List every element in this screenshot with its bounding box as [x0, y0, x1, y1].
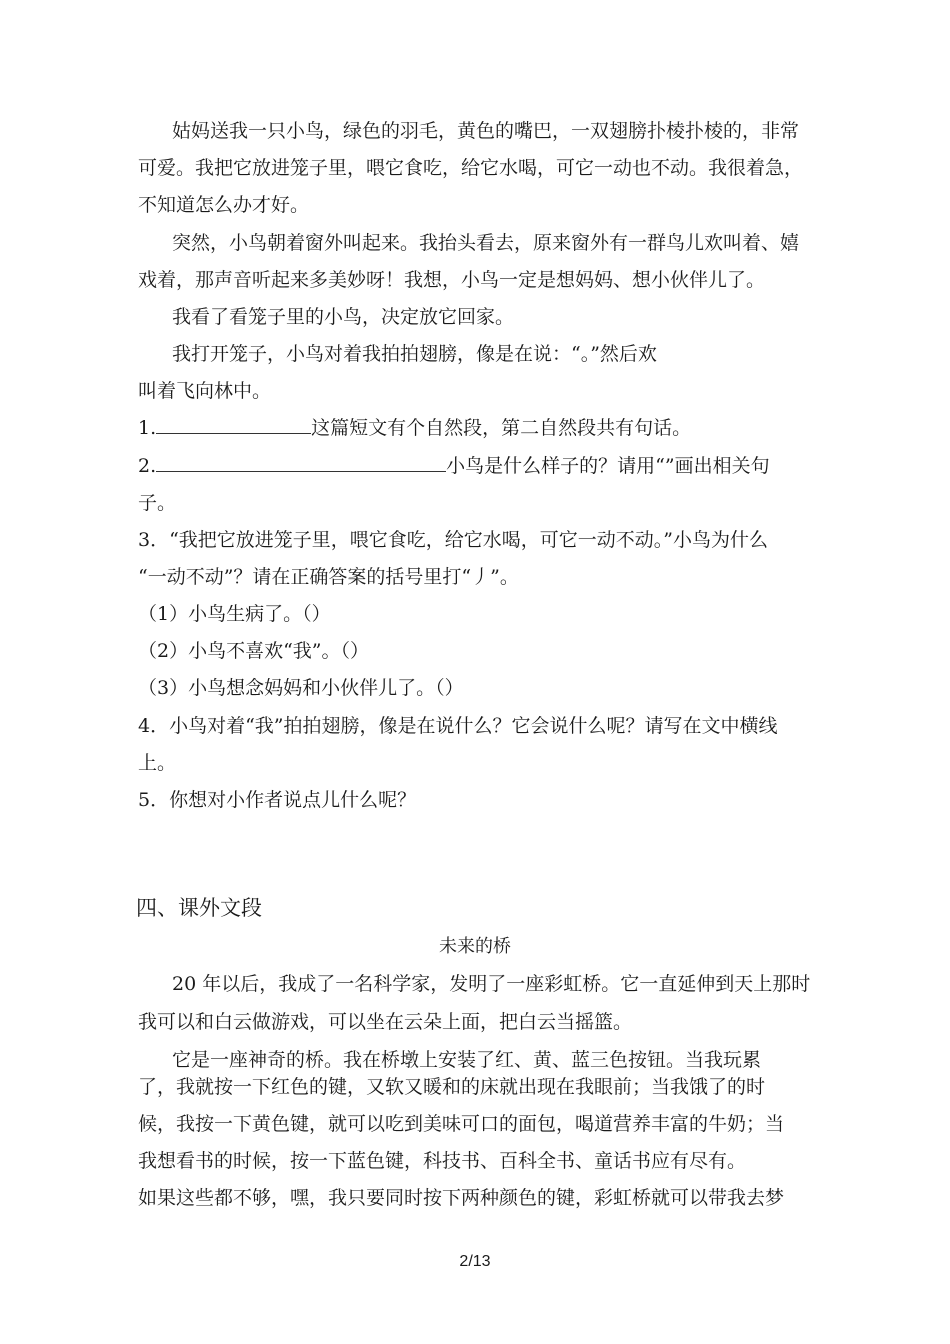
question-3: 3．“我把它放进笼子里，喂它食吃，给它水喝，可它一动不动。”小鸟为什么	[138, 529, 769, 551]
passage-line: 我看了看笼子里的小鸟，决定放它回家。	[172, 306, 515, 328]
question-line: 上。	[138, 752, 177, 774]
question-text: 小鸟是什么样子的？请用“”画出相关句	[446, 455, 770, 477]
passage-line: 候，我按一下黄色键，就可以吃到美味可口的面包，喝道营养丰富的牛奶；当	[138, 1113, 785, 1135]
option-2[interactable]: （2）小鸟不喜欢“我”。（）	[138, 640, 370, 662]
passage-line: 如果这些都不够，嘿，我只要同时按下两种颜色的键，彩虹桥就可以带我去梦	[138, 1187, 785, 1209]
answer-blank[interactable]	[156, 417, 311, 434]
passage-line: 突然，小鸟朝着窗外叫起来。我抬头看去，原来窗外有一群鸟儿欢叫着、嬉	[172, 232, 800, 254]
option-1[interactable]: （1）小鸟生病了。（）	[138, 603, 331, 625]
passage-line: 姑妈送我一只小鸟，绿色的羽毛，黄色的嘴巴，一双翅膀扑棱扑棱的，非常	[172, 120, 800, 142]
passage-line: 我打开笼子，小鸟对着我拍拍翅膀，像是在说：“。”然后欢	[172, 343, 657, 365]
passage-line: 它是一座神奇的桥。我在桥墩上安装了红、黄、蓝三色按钮。当我玩累	[172, 1049, 762, 1071]
question-5: 5．你想对小作者说点儿什么呢？	[138, 789, 417, 811]
passage-title: 未来的桥	[439, 936, 511, 957]
passage-line: 我可以和白云做游戏，可以坐在云朵上面，把白云当摇篮。	[138, 1011, 633, 1033]
option-3[interactable]: （3）小鸟想念妈妈和小伙伴儿了。（）	[138, 677, 464, 699]
page-number: 2/13	[459, 1253, 491, 1270]
passage-line: 叫着飞向林中。	[138, 380, 272, 402]
question-1	[138, 417, 691, 441]
question-number: 1.	[138, 417, 157, 439]
passage-line: 不知道怎么办才好。	[138, 194, 310, 216]
question-line: “一动不动”？请在正确答案的括号里打“丿”。	[138, 566, 519, 588]
passage-line: 了，我就按一下红色的键，又软又暖和的床就出现在我眼前；当我饿了的时	[138, 1076, 766, 1098]
passage-line: 20 年以后，我成了一名科学家，发明了一座彩虹桥。它一直延伸到天上那时	[172, 973, 811, 995]
question-line: 子。	[138, 492, 177, 514]
passage-line: 我想看书的时候，按一下蓝色键，科技书、百科全书、童话书应有尽有。	[138, 1150, 747, 1172]
answer-blank[interactable]	[156, 455, 446, 472]
question-2	[138, 455, 770, 479]
passage-line: 可爱。我把它放进笼子里，喂它食吃，给它水喝，可它一动也不动。我很着急，	[138, 157, 804, 179]
passage-line: 戏着，那声音听起来多美妙呀！我想，小鸟一定是想妈妈、想小伙伴儿了。	[138, 269, 766, 291]
question-4: 4．小鸟对着“我”拍拍翅膀，像是在说什么？它会说什么呢？请写在文中横线	[138, 715, 778, 737]
section-heading: 四、课外文段	[136, 896, 262, 920]
question-text: 这篇短文有个自然段，第二自然段共有句话。	[311, 417, 692, 439]
question-number: 2.	[138, 455, 157, 477]
